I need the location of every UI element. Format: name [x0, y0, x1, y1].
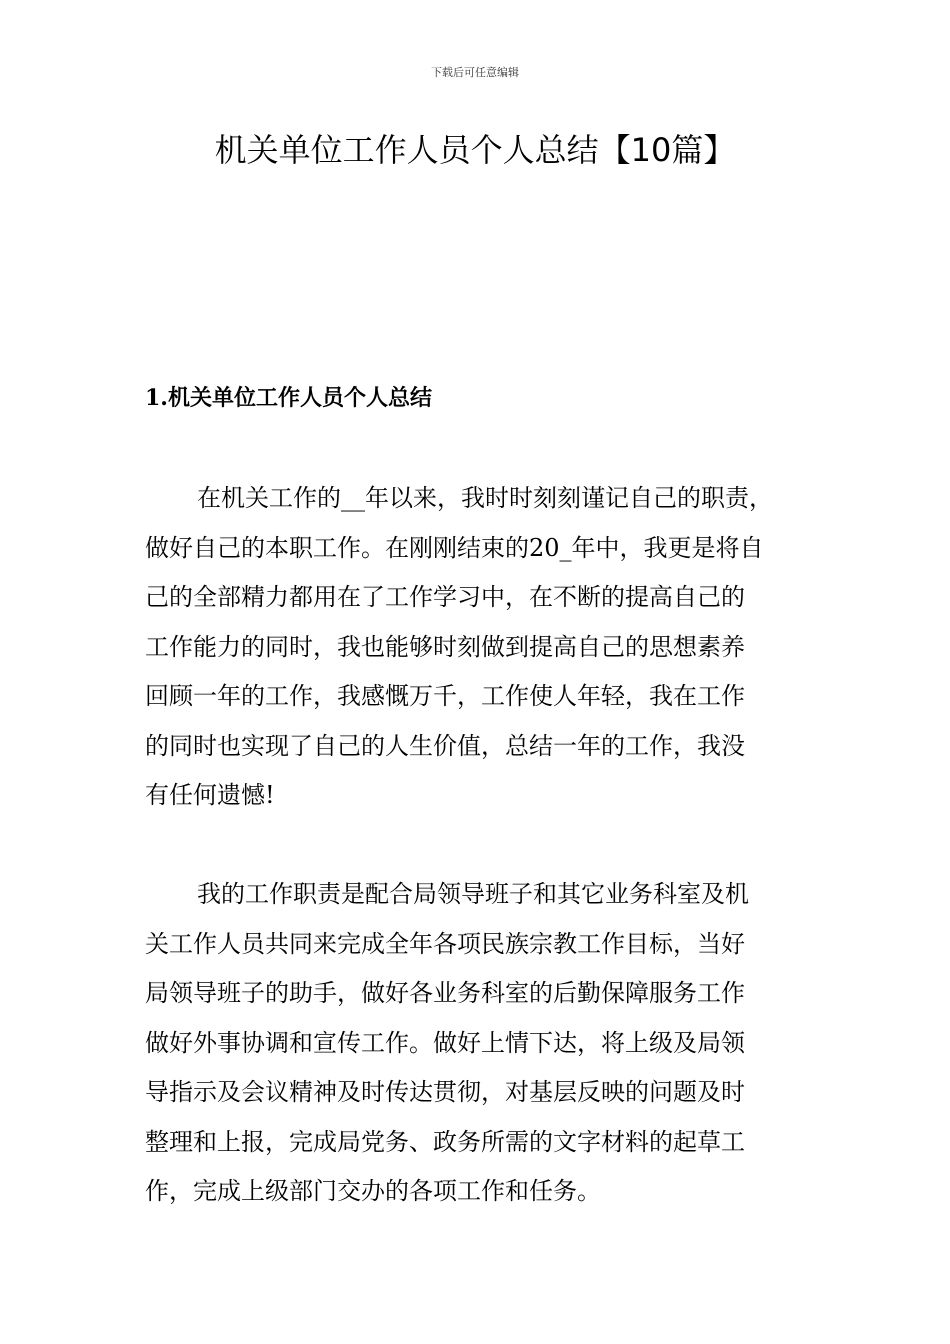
paragraph-line: 的同时也实现了自己的人生价值，总结一年的工作，我没 — [145, 731, 745, 760]
paragraph-line: 在机关工作的__年以来，我时时刻刻谨记自己的职责， — [197, 484, 773, 512]
header-note: 下载后可任意编辑 — [431, 66, 519, 79]
paragraph-line: 导指示及会议精神及时传达贯彻，对基层反映的问题及时 — [145, 1078, 745, 1106]
paragraph-line: 我的工作职责是配合局领导班子和其它业务科室及机 — [197, 880, 749, 908]
paragraph-line: 回顾一年的工作，我感慨万千，工作使人年轻，我在工作 — [145, 682, 745, 710]
paragraph-line: 整理和上报，完成局党务、政务所需的文字材料的起草工 — [145, 1127, 745, 1156]
paragraph-line: 作，完成上级部门交办的各项工作和任务。 — [145, 1177, 601, 1205]
paragraph-line: 己的全部精力都用在了工作学习中，在不断的提高自己的 — [145, 583, 745, 611]
paragraph-line: 工作能力的同时，我也能够时刻做到提高自己的思想素养 — [145, 632, 745, 661]
paragraph-1 — [145, 474, 835, 821]
paragraph-2 — [145, 870, 835, 1217]
paragraph-line: 做好自己的本职工作。在刚刚结束的20_年中，我更是将自 — [145, 533, 764, 562]
paragraph-line: 有任何遗憾! — [145, 781, 275, 809]
paragraph-line: 做好外事协调和宣传工作。做好上情下达，将上级及局领 — [145, 1028, 745, 1057]
document-title: 机关单位工作人员个人总结【10篇】 — [214, 131, 736, 169]
section-heading: 1.机关单位工作人员个人总结 — [145, 385, 432, 411]
paragraph-line: 局领导班子的助手，做好各业务科室的后勤保障服务工作 — [145, 979, 745, 1007]
paragraph-line: 关工作人员共同来完成全年各项民族宗教工作目标，当好 — [145, 929, 745, 958]
